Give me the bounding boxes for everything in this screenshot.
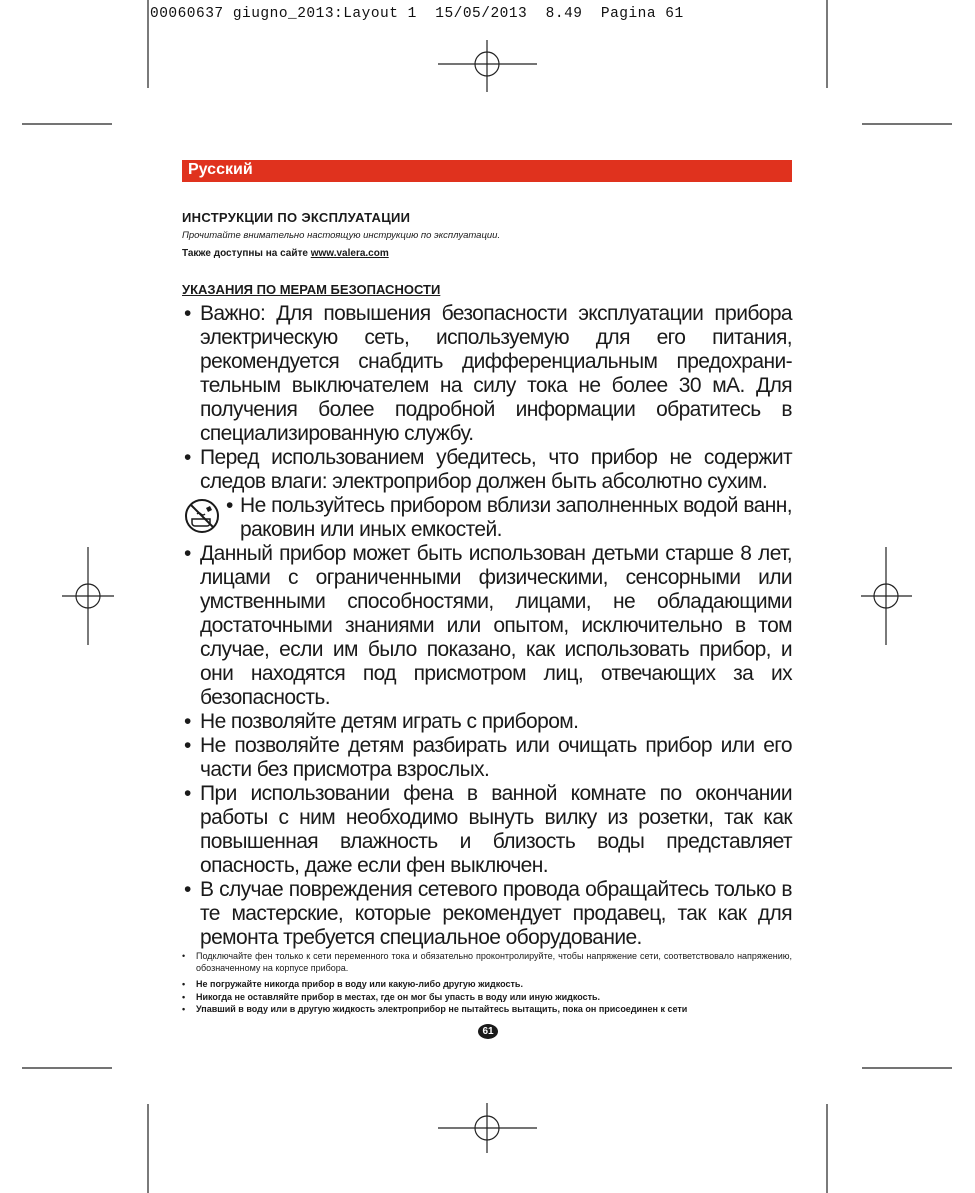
bullet: • [184, 734, 191, 757]
safety-item [182, 734, 792, 782]
small-safety-item [182, 951, 792, 974]
small-safety-item [182, 979, 792, 991]
safety-item [182, 878, 792, 950]
language-label: Русский [188, 161, 253, 178]
instructions-title: ИНСТРУКЦИИ ПО ЭКСПЛУАТАЦИИ [182, 210, 411, 225]
language-header-bar [182, 160, 792, 182]
safety-item [182, 446, 792, 494]
safety-item-text: Важно: Для повышения безопасности эксплуатации прибора электрическую сеть, используемую для его питания, рекомендуется снабдить дифференциальным предохрани-тельным выключателем на силу тока не более 30 мА. Для получения более подробной информации обратитесь в специализированную службу. [200, 302, 792, 445]
safety-item-text: Не позволяйте детям играть с прибором. [200, 710, 579, 733]
no-water-warning-icon [184, 498, 220, 534]
safety-item-text: Не позволяйте детям разбирать или очищать прибор или его части без присмотра взрослых. [200, 734, 792, 781]
small-safety-item-text: Никогда не оставляйте прибор в местах, где он мог бы упасть в воду или иную жидкость. [196, 992, 601, 1002]
registration-mark-top [438, 40, 537, 92]
small-safety-item-text: Не погружайте никогда прибор в воду или какую-либо другую жидкость. [196, 979, 523, 989]
page-number-badge: 61 [478, 1024, 498, 1039]
safety-item [182, 710, 792, 734]
bullet: • [184, 710, 191, 733]
website-prefix: Также доступны на сайте [182, 248, 311, 259]
registration-mark-left [62, 547, 114, 645]
small-safety-item [182, 992, 792, 1004]
safety-item [222, 494, 792, 542]
bullet: • [184, 302, 191, 325]
safety-item [182, 542, 792, 710]
safety-title: УКАЗАНИЯ ПО МЕРАМ БЕЗОПАСНОСТИ [182, 282, 441, 297]
small-safety-item [182, 1004, 792, 1016]
bullet: • [184, 782, 191, 805]
safety-item-text: При использовании фена в ванной комнате по окончании работы с ним необходимо вынуть вилку из розетки, так как повышенная влажность и близость воды представляет опасность, даже если фен выключен. [200, 782, 792, 877]
safety-item [182, 302, 792, 446]
bullet: • [184, 542, 191, 565]
safety-item-text: Перед использованием убедитесь, что прибор не содержит следов влаги: электроприбор должен быть абсолютно сухим. [200, 446, 792, 493]
registration-mark-right [861, 547, 912, 645]
print-slug: 00060637 giugno_2013:Layout 1 15/05/2013 8.49 Pagina 61 [150, 6, 684, 22]
safety-item-text: Не пользуйтесь прибором вблизи заполненных водой ванн, раковин или иных емкостей. [240, 494, 792, 541]
bullet: • [182, 1004, 186, 1014]
bullet: • [226, 494, 233, 517]
bullet: • [182, 951, 186, 961]
safety-item-text: Данный прибор может быть использован детьми старше 8 лет, лицами с ограниченными физическими, сенсорными или умственными способностями, лицами, не обладающими достаточными знаниями или опытом, исключительно в том случае, если им было показано, как использовать прибор, и они находятся под присмотром лиц, отвечающих за их безопасность. [200, 542, 792, 709]
website-link[interactable]: www.valera.com [310, 248, 389, 259]
small-safety-item-text: Подключайте фен только к сети переменного тока и обязательно проконтролируйте, чтобы напряжение сети, соответствовало напряжению, обозначенному на корпусе прибора. [196, 951, 792, 973]
bullet: • [182, 992, 186, 1002]
registration-mark-bottom [438, 1103, 537, 1153]
small-safety-item-text: Упавший в воду или в другую жидкость электроприбор не пытайтесь вытащить, пока он присоединен к сети [196, 1004, 688, 1014]
bullet: • [182, 979, 186, 989]
bullet: • [184, 878, 191, 901]
safety-item-text: В случае повреждения сетевого провода обращайтесь только в те мастерские, которые рекомендует продавец, так как для ремонта требуется специальное оборудование. [200, 878, 792, 949]
website-line [182, 248, 389, 259]
bullet: • [184, 446, 191, 469]
instructions-subtitle: Прочитайте внимательно настоящую инструкцию по эксплуатации. [182, 230, 501, 241]
safety-item [182, 782, 792, 878]
